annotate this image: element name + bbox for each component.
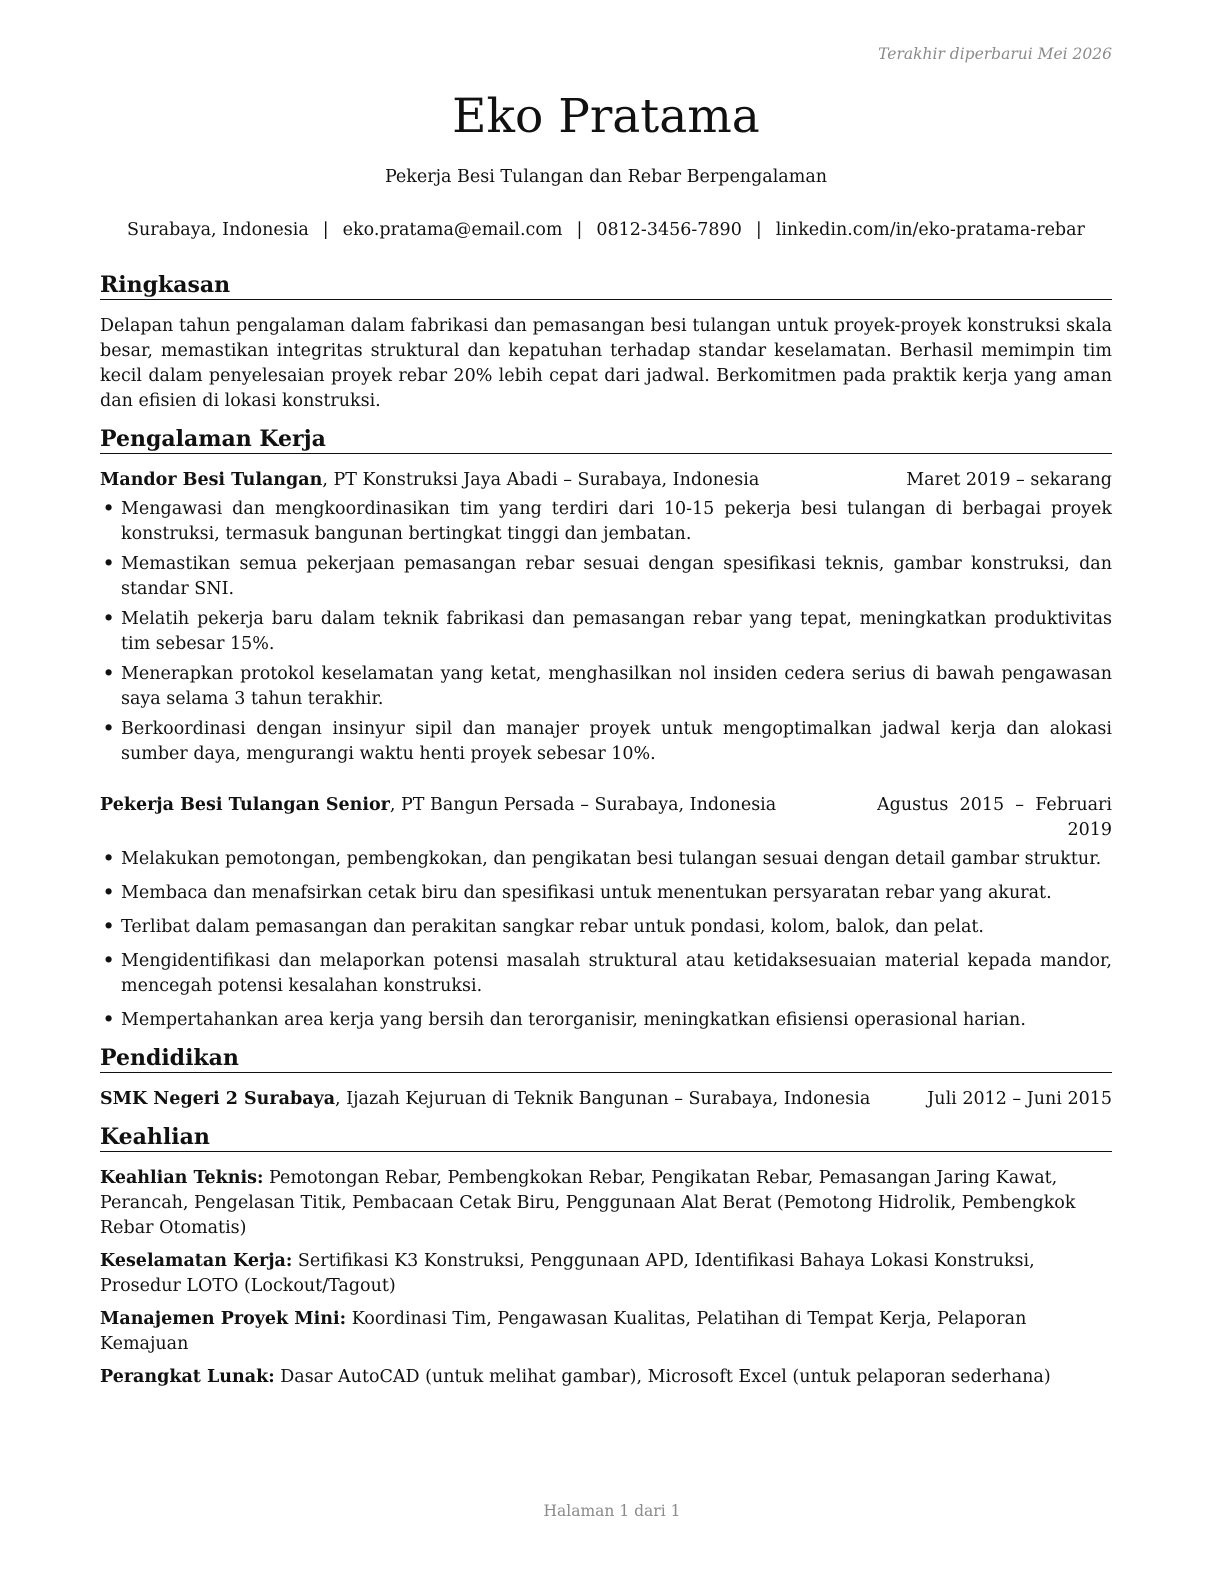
candidate-headline: Pekerja Besi Tulangan dan Rebar Berpengalaman bbox=[384, 167, 828, 187]
job-title-line bbox=[100, 468, 759, 493]
education-section bbox=[100, 1045, 1112, 1112]
school-name: SMK Negeri 2 Surabaya bbox=[100, 1089, 336, 1109]
section-title-skills: Keahlian bbox=[100, 1124, 1112, 1152]
contact-email: eko.pratama@email.com bbox=[342, 220, 563, 240]
job-bullet: • Terlibat dalam pemasangan dan perakitan sangkar rebar untuk pondasi, kolom, balok, dan pelat. bbox=[100, 915, 1112, 940]
job-company: , PT Bangun Persada – Surabaya, Indonesia bbox=[389, 795, 777, 815]
skill-value: Dasar AutoCAD (untuk melihat gambar), Microsoft Excel (untuk pelaporan sederhana) bbox=[274, 1367, 1051, 1387]
job-header bbox=[100, 793, 1112, 843]
skill-item bbox=[100, 1166, 1112, 1241]
job-header bbox=[100, 468, 1112, 493]
contact-phone: 0812-3456-7890 bbox=[596, 220, 742, 240]
job-dates: Agustus 2015 – Februari 2019 bbox=[877, 795, 1112, 840]
job-bullet: • Menerapkan protokol keselamatan yang ketat, menghasilkan nol insiden cedera serius di bawah pengawasan saya selama 3 tahun terakhir. bbox=[100, 662, 1112, 712]
education-entry bbox=[100, 1087, 1112, 1112]
skills-list bbox=[100, 1166, 1112, 1390]
skill-label: Keselamatan Kerja: bbox=[100, 1251, 293, 1271]
job-title-line bbox=[100, 793, 776, 843]
job-dates: Maret 2019 – sekarang bbox=[906, 470, 1112, 490]
skills-section bbox=[100, 1124, 1112, 1390]
contact-separator: | bbox=[322, 220, 329, 240]
last-updated-note: Terakhir diperbarui Mei 2026 bbox=[878, 45, 1112, 63]
job-bullet: • Membaca dan menafsirkan cetak biru dan spesifikasi untuk menentukan persyaratan rebar yang akurat. bbox=[100, 881, 1112, 906]
job-role: Mandor Besi Tulangan bbox=[100, 470, 323, 490]
skill-item bbox=[100, 1307, 1112, 1357]
section-title-summary: Ringkasan bbox=[100, 272, 1112, 300]
section-title-education: Pendidikan bbox=[100, 1045, 1112, 1073]
contact-linkedin: linkedin.com/in/eko-pratama-rebar bbox=[775, 220, 1085, 240]
job-bullets bbox=[100, 847, 1112, 1033]
candidate-name: Eko Pratama bbox=[452, 89, 760, 144]
education-detail: , Ijazah Kejuruan di Teknik Bangunan – Surabaya, Indonesia bbox=[335, 1089, 871, 1109]
job-role: Pekerja Besi Tulangan Senior bbox=[100, 795, 390, 815]
contact-separator: | bbox=[755, 220, 762, 240]
job-bullet: • Berkoordinasi dengan insinyur sipil dan manajer proyek untuk mengoptimalkan jadwal kerja dan alokasi sumber daya, mengurangi waktu henti proyek sebesar 10%. bbox=[100, 717, 1112, 767]
job-bullet: • Melatih pekerja baru dalam teknik fabrikasi dan pemasangan rebar yang tepat, meningkatkan produktivitas tim sebesar 15%. bbox=[100, 607, 1112, 657]
job-bullet: • Mengawasi dan mengkoordinasikan tim yang terdiri dari 10-15 pekerja besi tulangan di berbagai proyek konstruksi, termasuk bangunan bertingkat tinggi dan jembatan. bbox=[100, 497, 1112, 547]
skill-value: Sertifikasi K3 Konstruksi, Penggunaan APD, Identifikasi Bahaya Lokasi Konstruksi, Prosedur LOTO (Lockout/Tagout) bbox=[100, 1251, 1035, 1296]
section-title-experience: Pengalaman Kerja bbox=[100, 426, 1112, 454]
skill-label: Manajemen Proyek Mini: bbox=[100, 1309, 347, 1329]
job-company: , PT Konstruksi Jaya Abadi – Surabaya, Indonesia bbox=[322, 470, 760, 490]
summary-text: Delapan tahun pengalaman dalam fabrikasi dan pemasangan besi tulangan untuk proyek-proyek konstruksi skala besar, memastikan integritas struktural dan kepatuhan terhadap standar keselamatan. Berhasil memimpin tim kecil dalam penyelesaian proyek rebar 20% lebih cepat dari jadwal. Berkomitmen pada praktik kerja yang aman dan efisien di lokasi konstruksi. bbox=[100, 316, 1112, 411]
job-entry bbox=[100, 793, 1112, 1033]
job-entry bbox=[100, 468, 1112, 767]
job-bullet: • Memastikan semua pekerjaan pemasangan rebar sesuai dengan spesifikasi teknis, gambar konstruksi, dan standar SNI. bbox=[100, 552, 1112, 602]
page-number: Halaman 1 dari 1 bbox=[543, 1502, 681, 1520]
resume-body bbox=[100, 272, 1112, 1402]
skill-value: Pemotongan Rebar, Pembengkokan Rebar, Pengikatan Rebar, Pemasangan Jaring Kawat, Perancah, Pengelasan Titik, Pembacaan Cetak Biru, Penggunaan Alat Berat (Pemotong Hidrolik, Pembengkok Rebar Otomatis) bbox=[100, 1168, 1076, 1238]
contact-separator: | bbox=[576, 220, 583, 240]
skill-value: Koordinasi Tim, Pengawasan Kualitas, Pelatihan di Tempat Kerja, Pelaporan Kemajuan bbox=[100, 1309, 1027, 1354]
job-bullet: • Mengidentifikasi dan melaporkan potensi masalah struktural atau ketidaksesuaian material kepada mandor, mencegah potensi kesalahan konstruksi. bbox=[100, 949, 1112, 999]
contact-line bbox=[70, 220, 1142, 240]
skill-item bbox=[100, 1249, 1112, 1299]
job-bullet: • Mempertahankan area kerja yang bersih dan terorganisir, meningkatkan efisiensi operasional harian. bbox=[100, 1008, 1112, 1033]
contact-location: Surabaya, Indonesia bbox=[127, 220, 309, 240]
job-bullets bbox=[100, 497, 1112, 767]
skill-label: Perangkat Lunak: bbox=[100, 1367, 275, 1387]
skill-label: Keahlian Teknis: bbox=[100, 1168, 264, 1188]
experience-section bbox=[100, 426, 1112, 1033]
summary-section bbox=[100, 272, 1112, 414]
job-bullet: • Melakukan pemotongan, pembengkokan, dan pengikatan besi tulangan sesuai dengan detail gambar struktur. bbox=[100, 847, 1112, 872]
education-dates: Juli 2012 – Juni 2015 bbox=[927, 1089, 1112, 1109]
education-line bbox=[100, 1087, 870, 1112]
skill-item bbox=[100, 1365, 1112, 1390]
